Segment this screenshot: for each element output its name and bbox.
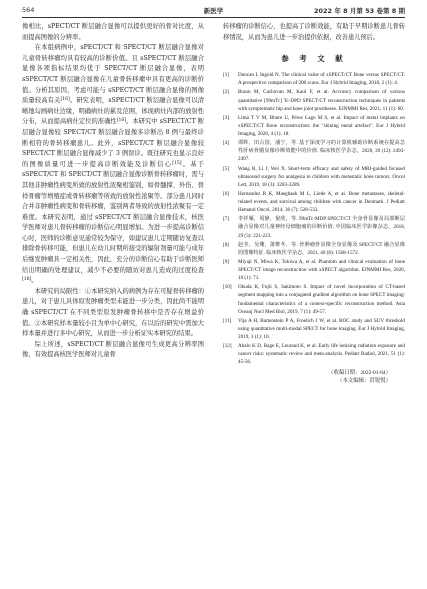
reference-list [223,71,405,366]
reference-item: [2] Braun M, Cachovan M, Kaul F, et al. Accuracy comparison of various quantitative [99mTc] Tc-DPD SPECT/CT reconstruction techniques in patients with symptomatic hip and knee joint prostheses. EJNMMI Res, 2021, 11 (1): 60. [223,89,405,112]
reference-item: [8] 赵莹，吴珊，萧维冬，等. 骨肿瘤骨显像全身显像及 SPECT/CT 融合显像的图像特征. 临床核医学杂志，2021, 40 (8): 1568-1572. [223,241,405,256]
body-paragraph: 本研究的局限性：①本研究纳入的病例为存在可疑骨转移瘤的患儿，对于患儿具体原发肿瘤类型未能进一步分类，因此尚不能明确 sSPECT/CT 在不同类型原发肿瘤骨转移中是否存在增益价值。②本研究样本量较小且为单中心研究，在以后的研究中需加大样本量并进行多中心研究，从而进一步分析证实本研究的结果。 [22,287,204,338]
journal-name: 新医学 [203,7,224,15]
running-header [22,6,405,17]
right-column [223,22,405,385]
left-column [22,22,204,361]
body-paragraph: 在本组病例中，sPECT/CT 和 SPECT/CT 断层融合显像对儿童骨转移瘤均具有较高的诊断价值。且 sSPECT/CT 断层融合显像各项指标结果均优于 SPECT/CT 断层融合显像，表明 sSPECT/CT 断层融合显像在儿童骨转移瘤中具有更高的诊断价值。分析其原因，考虑可能与 sSPECT/CT 断层融合显像的图像质量较高有关[16]。研究表明，sSPECT/CT 断层融合显像可以清晰地勾画病灶边缘，明确病灶的累及范围，体现病灶内部的放射性分布，从而提高病灶定位的准确性[16]。本研究中 sSPECT/CT 断层融合显像较 SPECT/CT 断层融合显像多诊断出 8 例与最终诊断相符的骨转移瘤患儿。此外，sSPECT/CT 断层融合显像较 SPECT/CT 断层融合显像减少了 3 例误诊。既往研究也显示良好的图像质量可进一步提高诊断效能及诊断信心[15]。基于 sSPECT/CT 和 SPECT/CT 断层融合显像诊断骨转移瘤时，需与其他非肿瘤性病变所致的放射性浓聚相鉴别，如骨髓撑、外伤、骨样骨瘤等增殖症或骨转移瘤等所致的放射性浓聚等。部分患儿同时合并非肿瘤性病变和骨转移瘤，鉴别两者导致的放射性浓聚有一定难度。本研究表明，通过 sSPECT/CT 断层融合显像技术，核医学医师对患儿骨转移瘤的诊断信心明显增加。为进一步提高诊断信心时，医师的诊断意见通常较为保守，如建议患儿定期随访复查以排除骨转移可能，但患儿在幼儿时期所接受的辐射剂量可能与成年后继发肿瘤具一定相关性，因此，充分的诊断信心有助于诊断医师给出明确的处理建议，减少不必要的随访对患儿造成的过度检查[16]。 [22,44,204,285]
reference-item: [9] Miyaji N, Miwa K, Tokiwa A, et al. Phantom and clinical evaluation of bone SPECT/CT image reconstruction with xSPECT algorithm. EJNMMI Res, 2020, 10 (1): 71. [223,259,405,282]
editor-credit: （本文编辑：洪锐悦） [337,377,391,384]
header-rule [22,17,405,18]
issue-info: 2022 年 8 月第 53 卷第 8 期 [313,7,405,15]
body-paragraph: 转移瘤的诊断信心，也提高了诊断效能，有助于早期诊断患儿骨转移情况，从而为患儿进一步治提供依据，改善患儿预后。 [223,23,405,41]
body-paragraph: 综上所述，sSPECT/CT 断层融合显像可生成更高分辨率图像，有效提高核医学医师对儿童骨 [22,340,204,359]
reference-item: [7] 李祥雁，周静，倪欣，等. 99mTc-MDP SPECT/CT 全身骨显像及局部断层融合显像对儿童神经母细胞瘤的诊断价值. 中国临床医学影像杂志，2018, 29 (3): 221-223. [223,216,405,239]
reference-item: [5] Wang B, Li J, Wei X. Short-term efficacy and safety of MRI-guided focused ultrasound surgery for analgesia in children with metastatic bone tumors. Oncol Lett, 2019, 18 (3): 3283-3289. [223,165,405,188]
reference-item: [3] Lima T V M, Bhure U, Pérez Lago M S, et al. Impact of metal implants on xSPECT/CT Bone reconstruction: the "shining metal artefact". Eur J Hybrid Imaging, 2020, 4 (1): 18. [223,114,405,138]
received-date: （收稿日期：2022-01-04） [328,369,391,376]
references-heading: 参 考 文 献 [281,54,347,64]
body-paragraph: 像相比，sPECT/CT 断层融合显像可以提供更好的骨对比度，从而提高图像的分辨率。 [22,23,204,41]
reference-item: [6] Hernandez R K, Maegbaek M L, Liede A, et al. Bone metastases, skeletal-related events, and survival among children with cancer in Denmark. J Pediatr Hematol Oncol, 2014, 36 (7): 528-533. [223,190,405,214]
citation: [16] [116,118,126,124]
reference-item: [4] 谭辉，田占国，潘宁，等. 基于深度学习的计算机辅助诊断系统在提高急性肝病骨骼显像诊断效能中的价值. 临床核医学杂志，2020, 39 (12): 2493-2497. [223,140,405,163]
citation: [15] [172,160,182,166]
citation: [16] [60,97,70,103]
page-number: 564 [22,6,35,14]
citation: [16] [22,277,32,283]
reference-item: [10] Okuda K, Fujii S, Sakimoto S. Impact of novel incorporation of CT-based segment mapping into a conjugated gradient algorithm on bone SPECT imaging: fundamental characteristics of a context-specific reconstruction method. Asia Oceanj Nucl Med Biol, 2019, 7 (1): 49-57. [223,284,405,315]
reference-item: [1] Duncan I, Ingold N. The clinical value of xSPECT/CT Bone versus SPECT/CT. A prospective comparison of 200 scans. Eur J Hybrid Imaging, 2018, 2 (1): 4. [223,72,405,87]
reference-item: [12] Abalo K D, Rage E, Leuraud K, et al. Early life ionizing radiation exposure and cancer risks: systematic review and meta-analysis. Pediatr Radiol, 2021, 51 (1): 45-56. [223,343,405,366]
reference-item: [11] Vija A H, Bartenstein P A, Froelich J W, et al. ROC study and SUV threshold using quantitative multi-modal SPECT for bone imaging. Eur J Hybrid Imaging, 2019, 3 (1): 10. [223,317,405,341]
